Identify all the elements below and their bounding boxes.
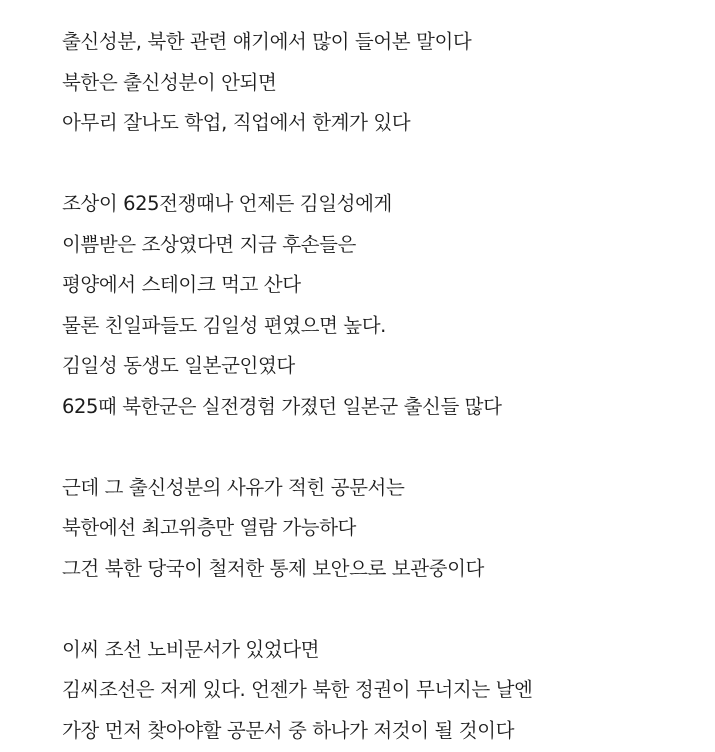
text-line: 물론 친일파들도 김일성 편였으면 높다.: [62, 313, 386, 337]
text-line: 625때 북한군은 실전경험 가졌던 일본군 출신들 많다: [62, 394, 502, 418]
text-line: 북한은 출신성분이 안되면: [62, 70, 277, 94]
text-line: 이쁨받은 조상였다면 지금 후손들은: [62, 232, 356, 256]
paragraph-3: [62, 468, 702, 590]
text-line: 가장 먼저 찾아야할 공문서 중 하나가 저것이 될 것이다: [62, 718, 515, 742]
text-line: 출신성분, 북한 관련 얘기에서 많이 들어본 말이다: [62, 30, 472, 53]
text-line: 김씨조선은 저게 있다. 언젠가 북한 정권이 무너지는 날엔: [62, 678, 533, 701]
text-line: 평양에서 스테이크 먹고 산다: [62, 273, 301, 296]
text-line: 김일성 동생도 일본군인였다: [62, 354, 295, 377]
text-line: 이씨 조선 노비문서가 있었다면: [62, 637, 320, 661]
paragraph-1: [62, 22, 702, 144]
paragraph-2: [62, 184, 702, 427]
text-line: 근데 그 출신성분의 사유가 적힌 공문서는: [62, 475, 405, 499]
text-line: 북한에선 최고위층만 열람 가능하다: [62, 516, 356, 539]
text-line: 그건 북한 당국이 철저한 통제 보안으로 보관중이다: [62, 556, 484, 580]
text-line: 아무리 잘나도 학업, 직업에서 한계가 있다: [62, 111, 411, 134]
paragraph-4: [62, 630, 702, 752]
document-body: [62, 22, 702, 751]
text-line: 조상이 625전쟁때나 언제든 김일성에게: [62, 192, 392, 215]
